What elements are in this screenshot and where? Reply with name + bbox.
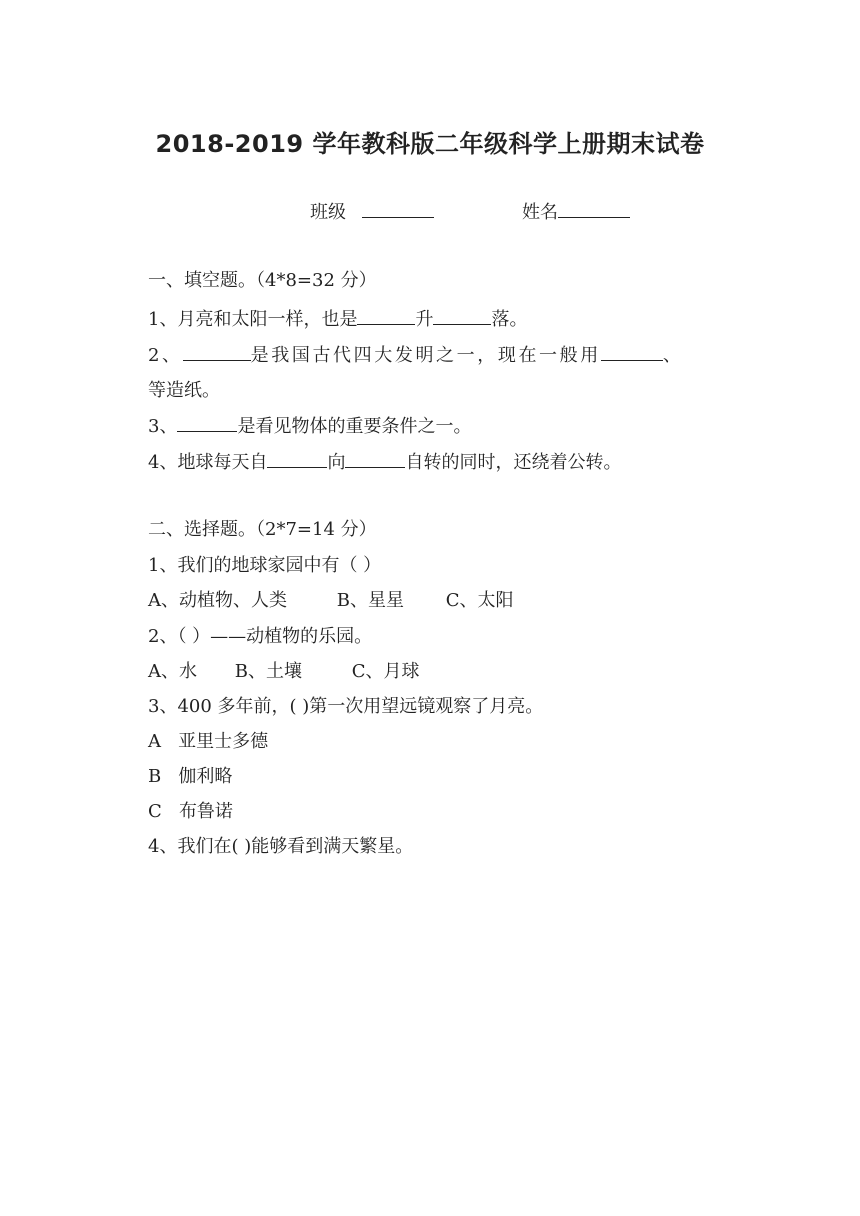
q-text: 1、月亮和太阳一样，也是 xyxy=(148,309,358,330)
answer-blank xyxy=(601,342,663,361)
name-field xyxy=(522,198,630,224)
q-text: 3、 xyxy=(148,416,178,437)
name-blank xyxy=(558,199,630,218)
class-blank xyxy=(362,199,434,218)
section2-heading: 二、选择题。（2*7=14 分） xyxy=(148,519,377,540)
option-a: A、水 xyxy=(148,661,197,682)
option-c: C、太阳 xyxy=(445,590,514,611)
question-1-1 xyxy=(148,305,527,331)
question-2-1: 1、我们的地球家园中有（ ） xyxy=(148,555,382,576)
q-text: 落。 xyxy=(491,309,528,330)
q-text: 是看见物体的重要条件之一。 xyxy=(237,416,472,437)
option-c: C 布鲁诺 xyxy=(148,801,233,822)
class-field xyxy=(310,198,434,224)
q-text: 向 xyxy=(327,452,346,473)
question-1-2-cont: 等造纸。 xyxy=(148,380,220,401)
class-label: 班级 xyxy=(310,202,346,223)
q-text: 自转的同时，还绕着公转。 xyxy=(405,452,622,473)
q-text: 是我国古代四大发明之一，现在一般用 xyxy=(250,345,601,366)
option-a: A、动植物、人类 xyxy=(148,590,287,611)
q-text: 、 xyxy=(662,345,684,366)
option-b: B、星星 xyxy=(336,590,404,611)
answer-blank xyxy=(177,413,237,432)
name-label: 姓名 xyxy=(522,202,558,223)
option-c: C、月球 xyxy=(351,661,420,682)
answer-blank xyxy=(345,449,405,468)
q-text: 4、地球每天自 xyxy=(148,452,268,473)
answer-blank xyxy=(267,449,327,468)
option-b: B、土壤 xyxy=(234,661,302,682)
question-2-2: 2、（ ）——动植物的乐园。 xyxy=(148,626,373,647)
question-2-2-options xyxy=(148,657,419,683)
question-2-4: 4、我们在( )能够看到满天繁星。 xyxy=(148,836,414,857)
answer-blank xyxy=(433,306,491,325)
section1-heading: 一、填空题。（4*8=32 分） xyxy=(148,270,377,291)
question-1-3 xyxy=(148,412,471,438)
option-a: A 亚里士多德 xyxy=(148,731,269,752)
q-text: 升 xyxy=(415,309,434,330)
question-2-3: 3、400 多年前，( )第一次用望远镜观察了月亮。 xyxy=(148,696,544,717)
question-1-4 xyxy=(148,448,621,474)
page-title: 2018-2019 学年教科版二年级科学上册期末试卷 xyxy=(155,130,705,158)
answer-blank xyxy=(183,342,251,361)
question-1-2 xyxy=(148,341,683,367)
option-b: B 伽利略 xyxy=(148,766,233,787)
question-2-1-options xyxy=(148,586,513,612)
answer-blank xyxy=(357,306,415,325)
q-text: 2、 xyxy=(148,345,183,366)
